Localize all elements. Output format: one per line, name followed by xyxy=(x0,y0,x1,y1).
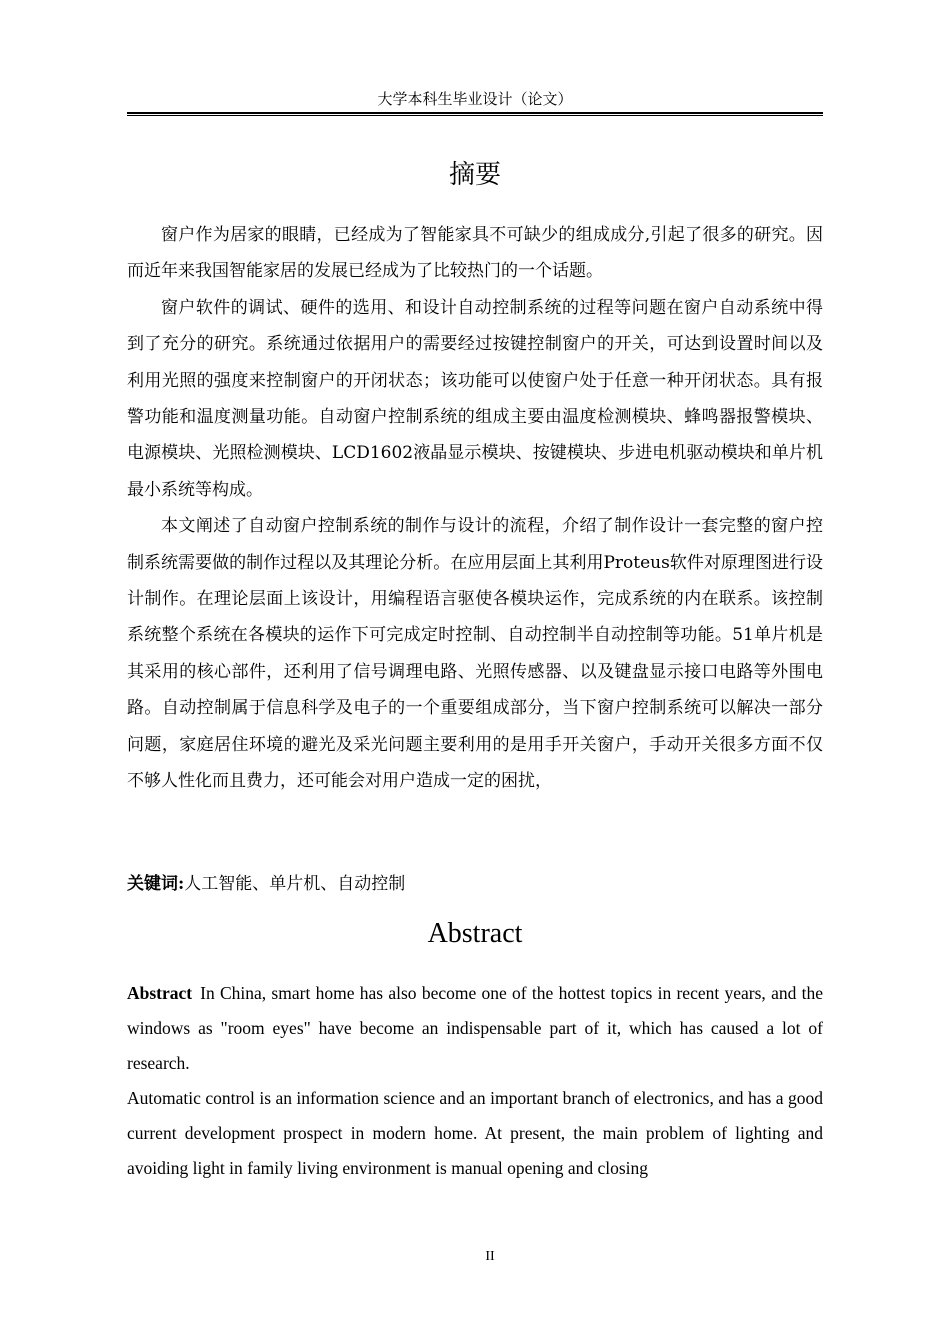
abstract-en-paragraph-1-text: In China, smart home has also become one of the hottest topics in recent years, and the windows as "room eyes" have become an indispensable part of it, which has caused a lot of research. xyxy=(127,983,823,1073)
keywords xyxy=(127,870,823,898)
abstract-en-paragraph-1 xyxy=(127,976,823,1081)
keywords-label: 关键词: xyxy=(127,874,185,894)
abstract-en-title: Abstract xyxy=(427,918,523,949)
page-number: II xyxy=(485,1249,495,1264)
abstract-cn-paragraph-3: 本文阐述了自动窗户控制系统的制作与设计的流程，介绍了制作设计一套完整的窗户控制系统需要做的制作过程以及其理论分析。在应用层面上其利用Proteus软件对原理图进行设计制作。在理论层面上该设计，用编程语言驱使各模块运作，完成系统的内在联系。该控制系统整个系统在各模块的运作下可完成定时控制、自动控制半自动控制等功能。51单片机是其采用的核心部件，还利用了信号调理电路、光照传感器、以及键盘显示接口电路等外围电路。自动控制属于信息科学及电子的一个重要组成部分，当下窗户控制系统可以解决一部分问题，家庭居住环境的避光及采光问题主要利用的是用手开关窗户，手动开关很多方面不仅不够人性化而且费力，还可能会对用户造成一定的困扰， xyxy=(127,516,823,792)
abstract-en-label: Abstract xyxy=(127,983,193,1003)
abstract-cn-paragraph-2: 窗户软件的调试、硬件的选用、和设计自动控制系统的过程等问题在窗户自动系统中得到了充分的研究。系统通过依据用户的需要经过按键控制窗户的开关，可达到设置时间以及利用光照的强度来控制窗户的开闭状态；该功能可以使窗户处于任意一种开闭状态。具有报警功能和温度测量功能。自动窗户控制系统的组成主要由温度检测模块、蜂鸣器报警模块、电源模块、光照检测模块、LCD1602液晶显示模块、按键模块、步进电机驱动模块和单片机最小系统等构成。 xyxy=(127,297,823,500)
abstract-cn-paragraph-1: 窗户作为居家的眼睛，已经成为了智能家具不可缺少的组成成分,引起了很多的研究。因而近年来我国智能家居的发展已经成为了比较热门的一个话题。 xyxy=(127,225,823,282)
abstract-en-body xyxy=(127,976,823,1186)
abstract-cn-title: 摘要 xyxy=(448,160,501,190)
page-header: 大学本科生毕业设计（论文） xyxy=(377,90,573,108)
header-rule xyxy=(127,112,823,116)
keywords-text: 人工智能、单片机、自动控制 xyxy=(184,874,406,894)
abstract-en-paragraph-2: Automatic control is an information science and an important branch of electronics, and has a good current development prospect in modern home. At present, the main problem of lighting and avoiding light in family living environment is manual opening and closing xyxy=(127,1088,823,1178)
abstract-cn-body xyxy=(127,217,823,800)
